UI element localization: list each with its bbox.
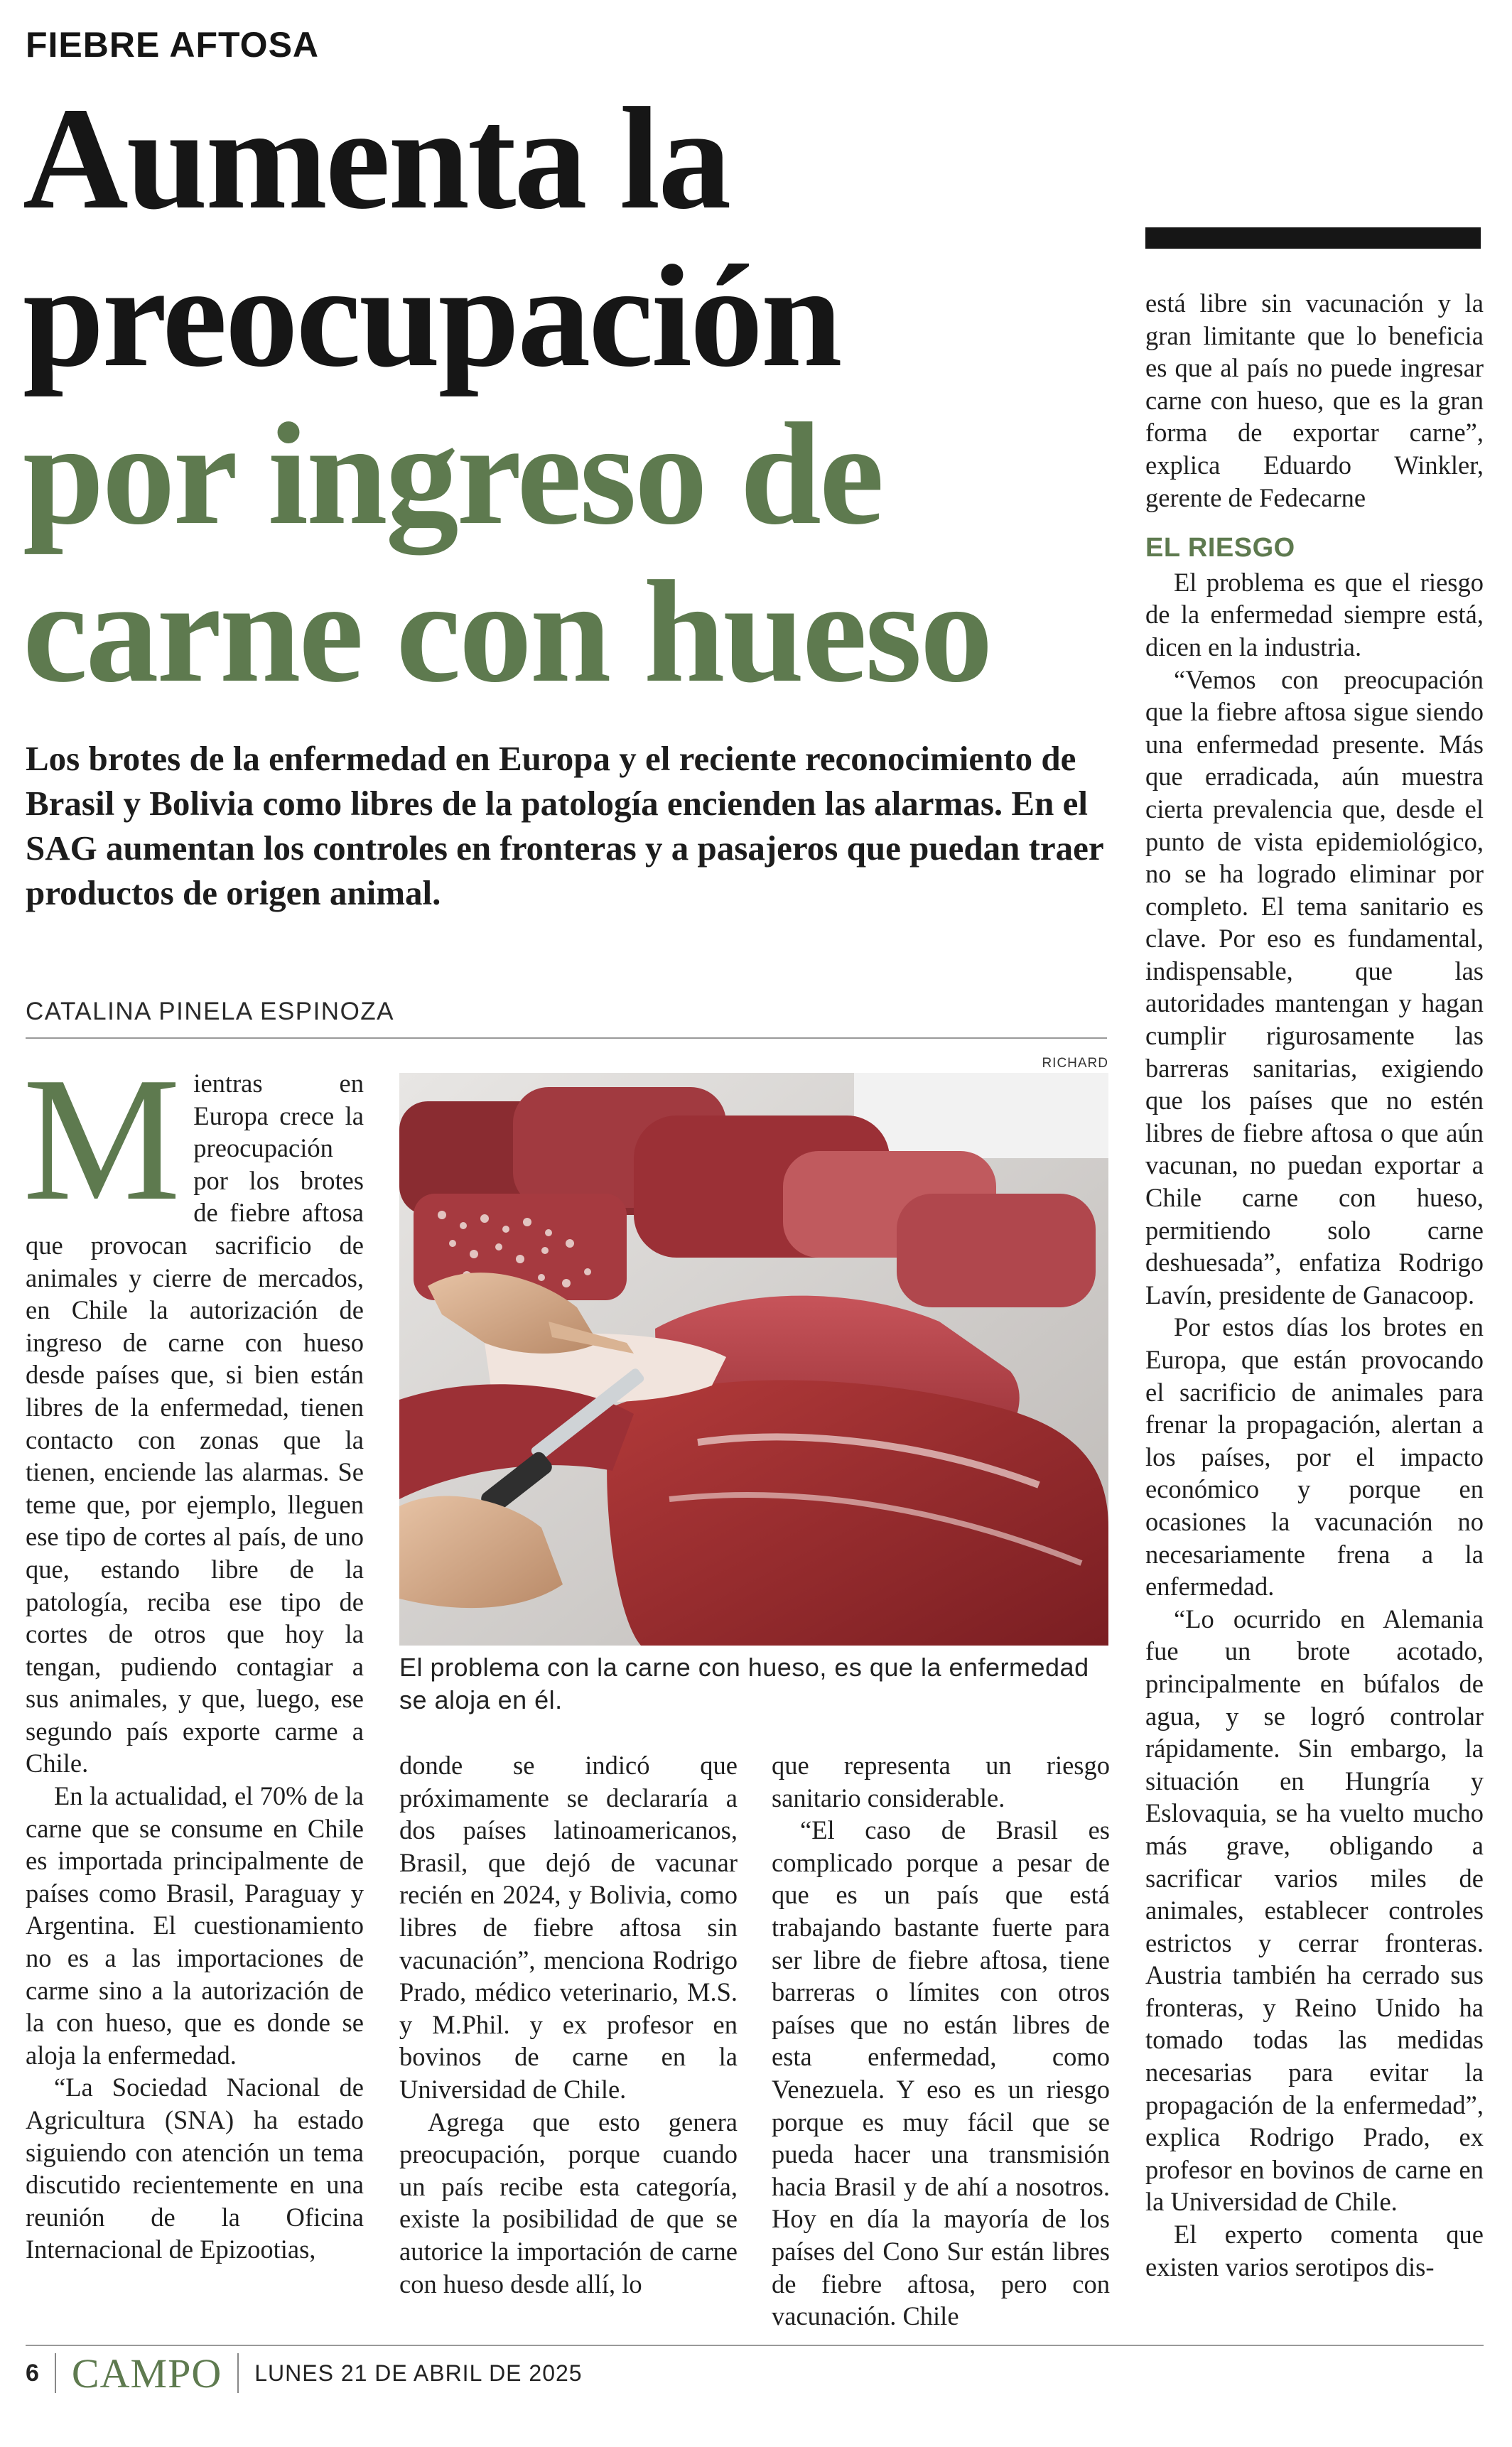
article-column-1	[23, 1041, 364, 2266]
byline-divider	[26, 1037, 1107, 1039]
meat-photo-illustration	[399, 1073, 1108, 1646]
article-column-4	[1145, 287, 1484, 2283]
lead-paragraph: Los brotes de la enfermedad en Europa y el reciente reconocimiento de Brasil y Bolivia como libres de la patología encienden las alarmas. En el SAG aumentan los controles en fronteras y a pasajeros que puedan traer productos de origen animal.	[26, 739, 1103, 912]
issue-date: LUNES 21 DE ABRIL DE 2025	[254, 2360, 583, 2386]
opening-paragraph	[23, 1041, 364, 1780]
photo-credit: RICHARD	[1042, 1056, 1108, 1071]
footer-separator	[237, 2353, 239, 2393]
footer-separator	[55, 2353, 56, 2393]
body-paragraph: “El caso de Brasil es complicado porque a pesar de que es un país que está trabajando bastante fuerte para ser libre de fiebre aftosa, tiene barreras o límites con otros países que no están libres de esta enfermedad, como Venezuela. Y eso es un riesgo porque es muy fácil que se pueda hacer una transmisión hacia Brasil y de ahí a nosotros. Hoy en día la mayoría de los países del Cono Sur están libres de fiebre aftosa, pero con vacunación. Chile	[772, 1815, 1110, 2331]
body-paragraph: Agrega que esto genera preocupación, porque cuando un país recibe esta categoría, existe la posibilidad de que se autorice la importación de carne con hueso desde allí, lo	[399, 2107, 738, 2299]
page-number: 6	[26, 2359, 39, 2387]
photo-caption: El problema con la carne con hueso, es que la enfermedad se aloja en él.	[399, 1653, 1089, 1714]
body-paragraph: El experto comenta que existen varios serotipos dis-	[1145, 2220, 1484, 2281]
body-paragraph: Por estos días los brotes en Europa, que están provocando el sacrificio de animales para frenar la propagación, alertan a los países, por el impacto económico y porque en ocasiones la vacunación no necesariamente frena a la enfermedad.	[1145, 1312, 1484, 1601]
drop-cap: M	[23, 1041, 181, 1238]
body-paragraph: donde se indicó que próximamente se declararía a dos países latinoamericanos, Brasil, que dejó de vacunar recién en 2024, y Bolivia, como libres de fiebre aftosa sin vacunación”, menciona Rodrigo Prado, médico veterinario, M.S. y M.Phil. y ex profesor en bovinos de carne en la Universidad de Chile.	[399, 1751, 738, 2104]
article-column-3	[772, 1749, 1110, 2333]
body-paragraph: “Lo ocurrido en Alemania fue un brote acotado, principalmente en búfalos de agua, y se logró controlar rápidamente. Sin embargo, la situación en Hungría y Eslovaquia, se ha vuelto mucho más grave, obligando a sacrificar varios miles de animales, establecer controles estrictos y cerrar fronteras. Austria también ha cerrado sus fronteras, y Reino Unido ha tomado todas las medidas necesarias para evitar la propagación de la enfermedad”, explica Rodrigo Prado, ex profesor en bovinos de carne en la Universidad de Chile.	[1145, 1604, 1484, 2217]
page-footer	[26, 2350, 583, 2397]
body-paragraph: El problema es que el riesgo de la enfermedad siempre está, dicen en la industria.	[1145, 567, 1484, 661]
headline-line-2: preocupación	[23, 234, 841, 397]
byline: CATALINA PINELA ESPINOZA	[26, 998, 395, 1025]
body-paragraph: que representa un riesgo sanitario considerable.	[772, 1751, 1110, 1813]
subhead-el-riesgo: EL RIESGO	[1145, 533, 1295, 563]
body-paragraph: En la actualidad, el 70% de la carne que se consume en Chile es importada principalmente de países como Brasil, Paraguay y Argentina. El cuestionamiento no es a las importaciones de carme sino a la autorización de la con hueso, que es donde se aloja la enfermedad.	[26, 1781, 364, 2070]
article-column-2	[399, 1749, 738, 2300]
section-name: CAMPO	[71, 2350, 222, 2397]
article-photo	[399, 1073, 1108, 1646]
headline-line-1: Aumenta la	[23, 77, 730, 239]
headline	[23, 77, 1131, 713]
body-paragraph: “La Sociedad Nacional de Agricultura (SNA) ha estado siguiendo con atención un tema discutido recientemente en una reunión de la Oficina Internacional de Epizootias,	[26, 2073, 364, 2264]
column-top-rule	[1145, 227, 1481, 249]
body-paragraph: está libre sin vacunación y la gran limitante que lo beneficia es que al país no puede ingresar carne con hueso, que es la gran forma de exportar carne”, explica Eduardo Winkler, gerente de Fedecarne	[1145, 288, 1484, 512]
headline-line-4: carne con hueso	[23, 550, 991, 713]
body-paragraph: “Vemos con preocupación que la fiebre aftosa sigue siendo una enfermedad presente. Más que erradicada, aún muestra cierta prevalencia que, desde el punto de vista epidemiológico, no se ha logrado eliminar por completo. El tema sanitario es clave. Por eso es fundamental, indispensable, que las autoridades mantengan y hagan cumplir rigurosamente las barreras sanitarias, exigiendo que los países que no estén libres de fiebre aftosa o que aún vacunan, no puedan exportar a Chile carne con hueso, permitiendo solo carne deshuesada”, enfatiza Rodrigo Lavín, presidente de Ganacoop.	[1145, 664, 1484, 1309]
headline-line-3: por ingreso de	[23, 392, 882, 555]
footer-divider	[26, 2345, 1484, 2346]
section-label: FIEBRE AFTOSA	[26, 25, 320, 65]
opening-text: ientras en Europa crece la preocupación por los brotes de fiebre aftosa que provocan sacrificio de animales y cierre de mercados, en Chile la autorización de ingreso de carne con hueso desde países que, si bien están libres de la enfermedad, tienen contacto con zonas que la tienen, enciende las alarmas. Se teme que, por ejemplo, lleguen ese tipo de cortes al país, de uno que, estando libre de la patología, reciba ese tipo de cortes de otros que hoy la tengan, pudiendo contagiar a sus animales, y que, luego, ese segundo país exporte carme a Chile.	[26, 1069, 364, 1778]
